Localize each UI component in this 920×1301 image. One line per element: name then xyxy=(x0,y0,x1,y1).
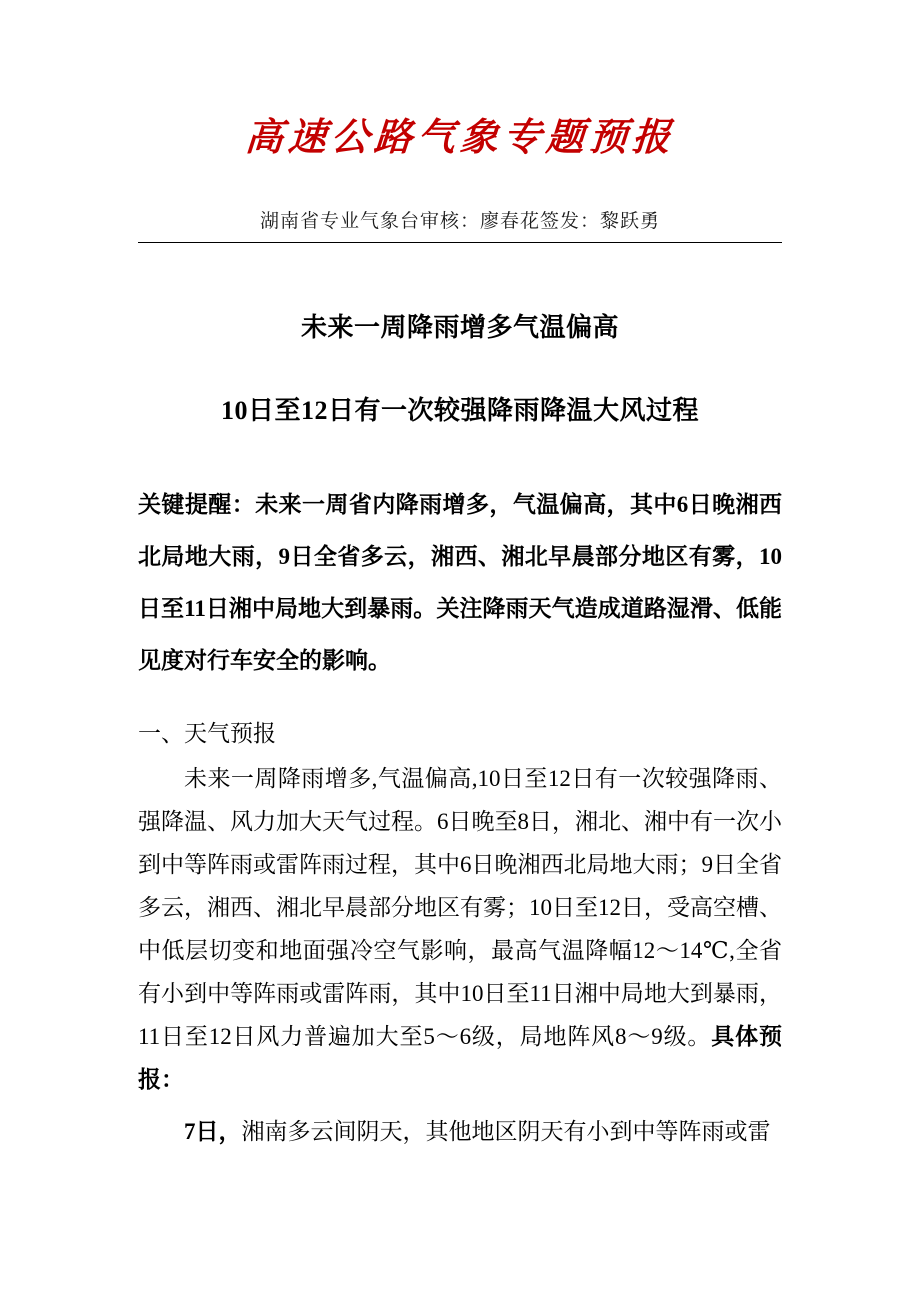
forecast-overview-text: 未来一周降雨增多,气温偏高,10日至12日有一次较强降雨、强降温、风力加大天气过程。6日晚至8日，湘北、湘中有一次小到中等阵雨或雷阵雨过程，其中6日晚湘西北局地大雨；9日全省多云，湘西、湘北早晨部分地区有雾；10日至12日，受高空槽、中低层切变和地面强冷空气影响，最高气温降幅12～14℃,全省有小到中等阵雨或雷阵雨，其中10日至11日湘中局地大到暴雨，11日至12日风力普遍加大至5～6级，局地阵风8～9级。 xyxy=(138,765,782,1049)
day7-forecast-text: 湘南多云间阴天，其他地区阴天有小到中等阵雨或雷 xyxy=(241,1118,771,1144)
review-signoff-block xyxy=(138,206,782,243)
forecast-overview-bold-tail: 具体预报： xyxy=(138,1023,782,1092)
subtitle-rain-process: 10日至12日有一次较强降雨降温大风过程 xyxy=(220,395,699,425)
section-1-heading: 一、天气预报 xyxy=(138,720,276,746)
forecast-overview-paragraph xyxy=(138,757,782,1101)
day7-forecast-paragraph xyxy=(138,1110,782,1153)
subtitle-weekly-summary: 未来一周降雨增多气温偏高 xyxy=(300,312,619,342)
day7-forecast-lead: 7日， xyxy=(184,1118,242,1144)
document-title: 高速公路气象专题预报 xyxy=(243,117,677,159)
review-signoff-line: 湖南省专业气象台审核：廖春花签发：黎跃勇 xyxy=(259,210,660,232)
key-reminder-paragraph: 关键提醒：未来一周省内降雨增多，气温偏高，其中6日晚湘西北局地大雨，9日全省多云，湘西、湘北早晨部分地区有雾，10日至11日湘中局地大到暴雨。关注降雨天气造成道路湿滑、低能见度对行车安全的影响。 xyxy=(138,491,782,673)
